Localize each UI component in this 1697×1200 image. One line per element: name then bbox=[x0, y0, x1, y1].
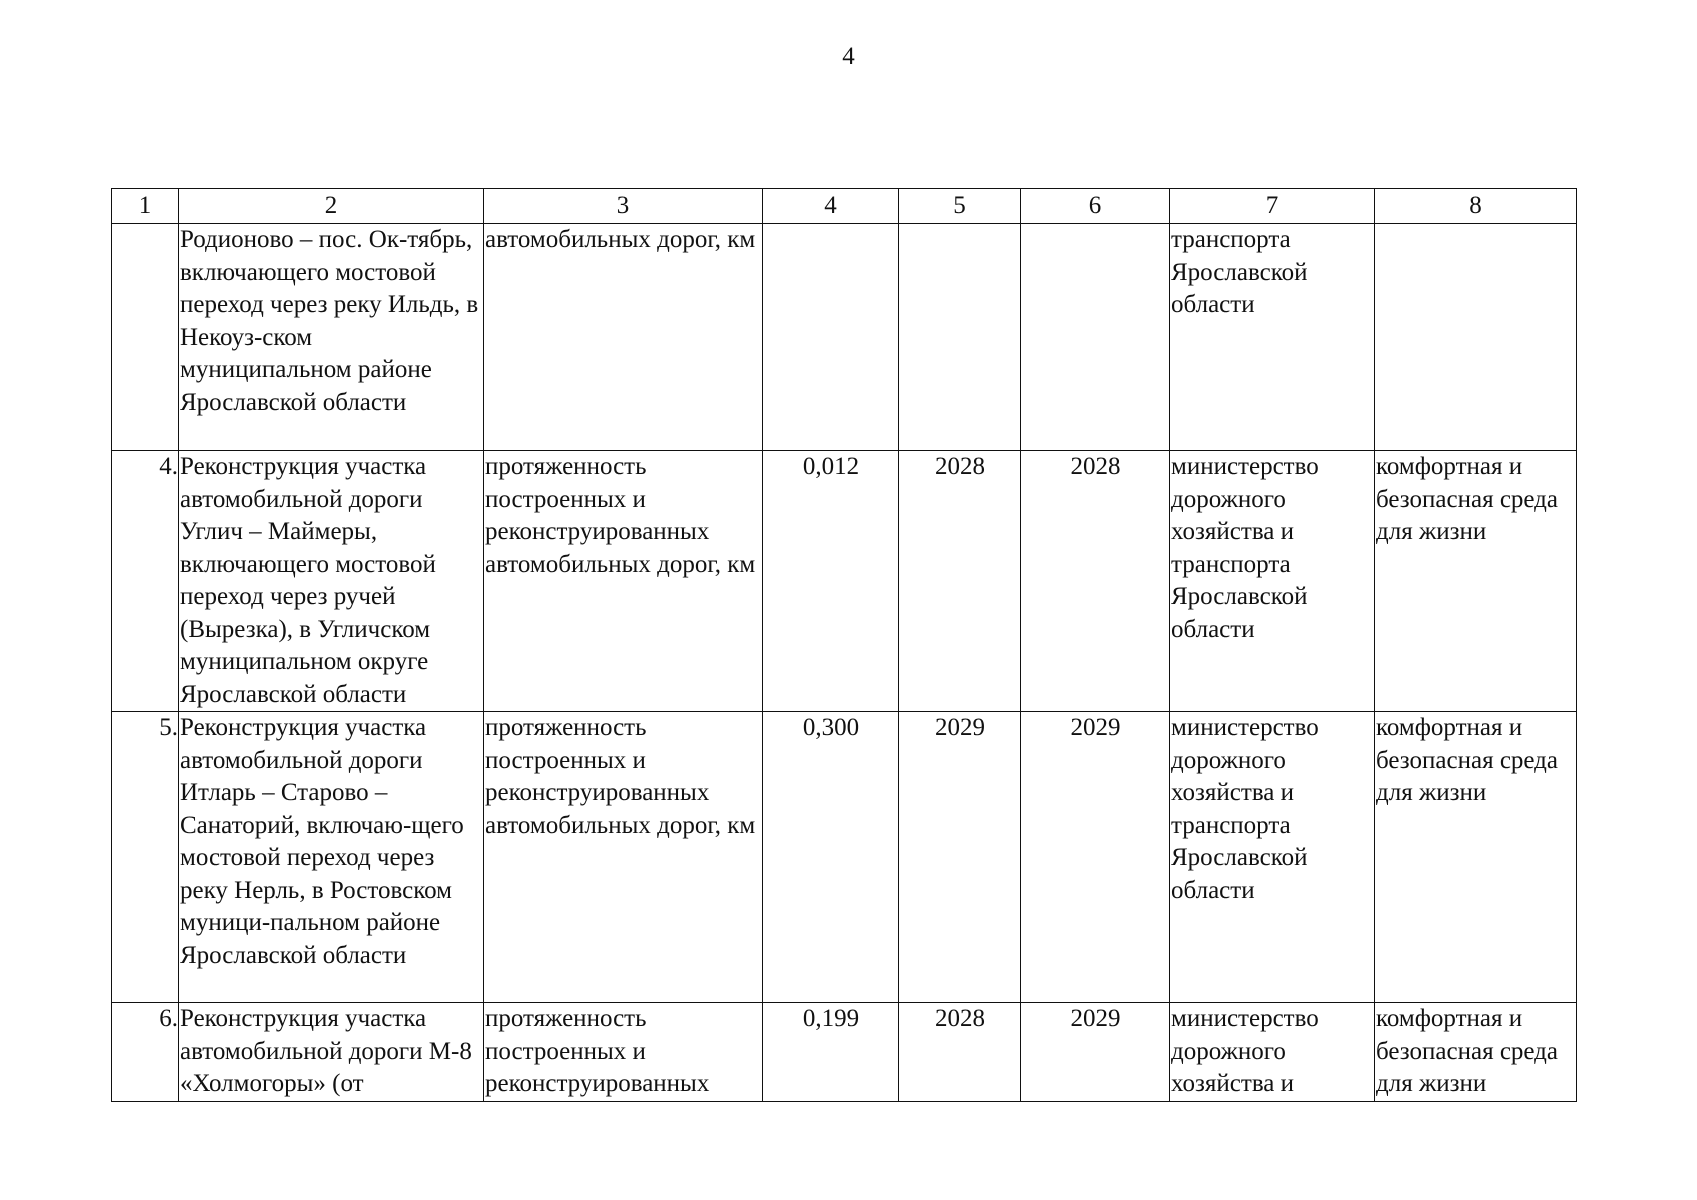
start-year-cell bbox=[899, 224, 1021, 451]
table-row bbox=[112, 712, 1577, 1003]
goal-cell: комфортная и безопасная среда для жизни bbox=[1375, 1003, 1577, 1102]
end-year-cell bbox=[1021, 224, 1170, 451]
value-cell: 0,300 bbox=[763, 712, 899, 1003]
header-col-5: 5 bbox=[899, 189, 1021, 224]
responsible-cell: министерство дорожного хозяйства и транспорта Ярославской области bbox=[1170, 451, 1375, 712]
value-cell: 0,199 bbox=[763, 1003, 899, 1102]
responsible-cell: министерство дорожного хозяйства и транспорта Ярославской области bbox=[1170, 712, 1375, 1003]
row-number-cell: 4. bbox=[112, 451, 179, 712]
goal-cell bbox=[1375, 224, 1577, 451]
header-col-2: 2 bbox=[179, 189, 484, 224]
object-name-cell: Родионово – пос. Ок-тябрь, включающего мостовой переход через реку Ильдь, в Некоуз-ском муниципальном районе Ярославской области bbox=[179, 224, 484, 451]
goal-cell: комфортная и безопасная среда для жизни bbox=[1375, 712, 1577, 1003]
header-col-8: 8 bbox=[1375, 189, 1577, 224]
page-number: 4 bbox=[842, 43, 855, 70]
object-name-cell: Реконструкция участка автомобильной дороги Итларь – Старово – Санаторий, включаю-щего мостовой переход через реку Нерль, в Ростовском муници-пальном районе Ярославской области bbox=[179, 712, 484, 1003]
object-name-cell: Реконструкция участка автомобильной дороги Углич – Маймеры, включающего мостовой переход через ручей (Вырезка), в Угличском муниципальном округе Ярославской области bbox=[179, 451, 484, 712]
goal-cell: комфортная и безопасная среда для жизни bbox=[1375, 451, 1577, 712]
row-number-cell: 5. bbox=[112, 712, 179, 1003]
object-name-cell: Реконструкция участка автомобильной дороги М-8 «Холмогоры» (от bbox=[179, 1003, 484, 1102]
responsible-cell: транспорта Ярославской области bbox=[1170, 224, 1375, 451]
header-col-6: 6 bbox=[1021, 189, 1170, 224]
end-year-cell: 2028 bbox=[1021, 451, 1170, 712]
end-year-cell: 2029 bbox=[1021, 712, 1170, 1003]
start-year-cell: 2028 bbox=[899, 451, 1021, 712]
row-number-cell bbox=[112, 224, 179, 451]
start-year-cell: 2028 bbox=[899, 1003, 1021, 1102]
start-year-cell: 2029 bbox=[899, 712, 1021, 1003]
indicator-cell: протяженность построенных и реконструированных автомобильных дорог, км bbox=[484, 712, 763, 1003]
header-row bbox=[112, 189, 1577, 224]
table-row bbox=[112, 451, 1577, 712]
end-year-cell: 2029 bbox=[1021, 1003, 1170, 1102]
indicator-cell: протяженность построенных и реконструированных bbox=[484, 1003, 763, 1102]
table-row bbox=[112, 1003, 1577, 1102]
table-row bbox=[112, 224, 1577, 451]
value-cell bbox=[763, 224, 899, 451]
header-col-4: 4 bbox=[763, 189, 899, 224]
program-table bbox=[111, 188, 1577, 1102]
header-col-7: 7 bbox=[1170, 189, 1375, 224]
value-cell: 0,012 bbox=[763, 451, 899, 712]
indicator-cell: протяженность построенных и реконструированных автомобильных дорог, км bbox=[484, 451, 763, 712]
header-col-3: 3 bbox=[484, 189, 763, 224]
indicator-cell: автомобильных дорог, км bbox=[484, 224, 763, 451]
row-number-cell: 6. bbox=[112, 1003, 179, 1102]
header-col-1: 1 bbox=[112, 189, 179, 224]
responsible-cell: министерство дорожного хозяйства и bbox=[1170, 1003, 1375, 1102]
